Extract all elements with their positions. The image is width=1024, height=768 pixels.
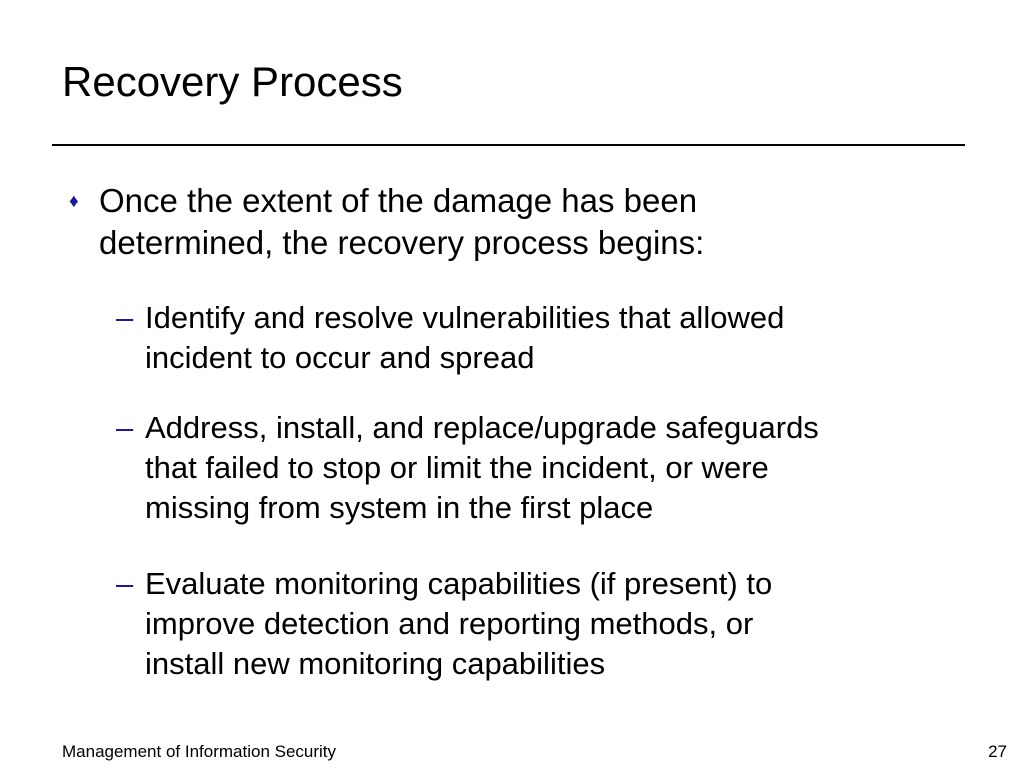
sub-bullet-text	[145, 564, 976, 684]
sub-bullet-identify	[116, 298, 976, 378]
sub-bullet-text	[145, 298, 976, 378]
diamond-bullet-icon: ♦	[69, 191, 79, 212]
sub-bullet-text	[145, 408, 976, 528]
sub-bullet-line: incident to occur and spread	[145, 340, 535, 375]
footer-page-number: 27	[988, 742, 1007, 761]
footer-course-title: Management of Information Security	[62, 742, 337, 761]
sub-bullet-line: Evaluate monitoring capabilities (if present) to	[145, 566, 773, 601]
dash-bullet-icon: –	[116, 566, 134, 601]
sub-bullet-line: that failed to stop or limit the incident, or were	[145, 450, 769, 485]
sub-bullet-line: install new monitoring capabilities	[145, 646, 606, 681]
sub-bullet-line: improve detection and reporting methods, or	[145, 606, 754, 641]
dash-bullet-icon: –	[116, 300, 134, 335]
title-divider	[52, 144, 965, 146]
main-bullet	[63, 180, 953, 264]
slide-title: Recovery Process	[62, 58, 403, 105]
main-bullet-line: Once the extent of the damage has been	[99, 182, 698, 219]
sub-bullet-address	[116, 408, 976, 528]
dash-bullet-icon: –	[116, 410, 134, 445]
main-bullet-text	[99, 180, 953, 264]
sub-bullet-line: Identify and resolve vulnerabilities that allowed	[145, 300, 785, 335]
main-bullet-line: determined, the recovery process begins:	[99, 224, 705, 261]
sub-bullet-evaluate	[116, 564, 976, 684]
sub-bullet-line: Address, install, and replace/upgrade safeguards	[145, 410, 819, 445]
sub-bullet-line: missing from system in the first place	[145, 490, 654, 525]
